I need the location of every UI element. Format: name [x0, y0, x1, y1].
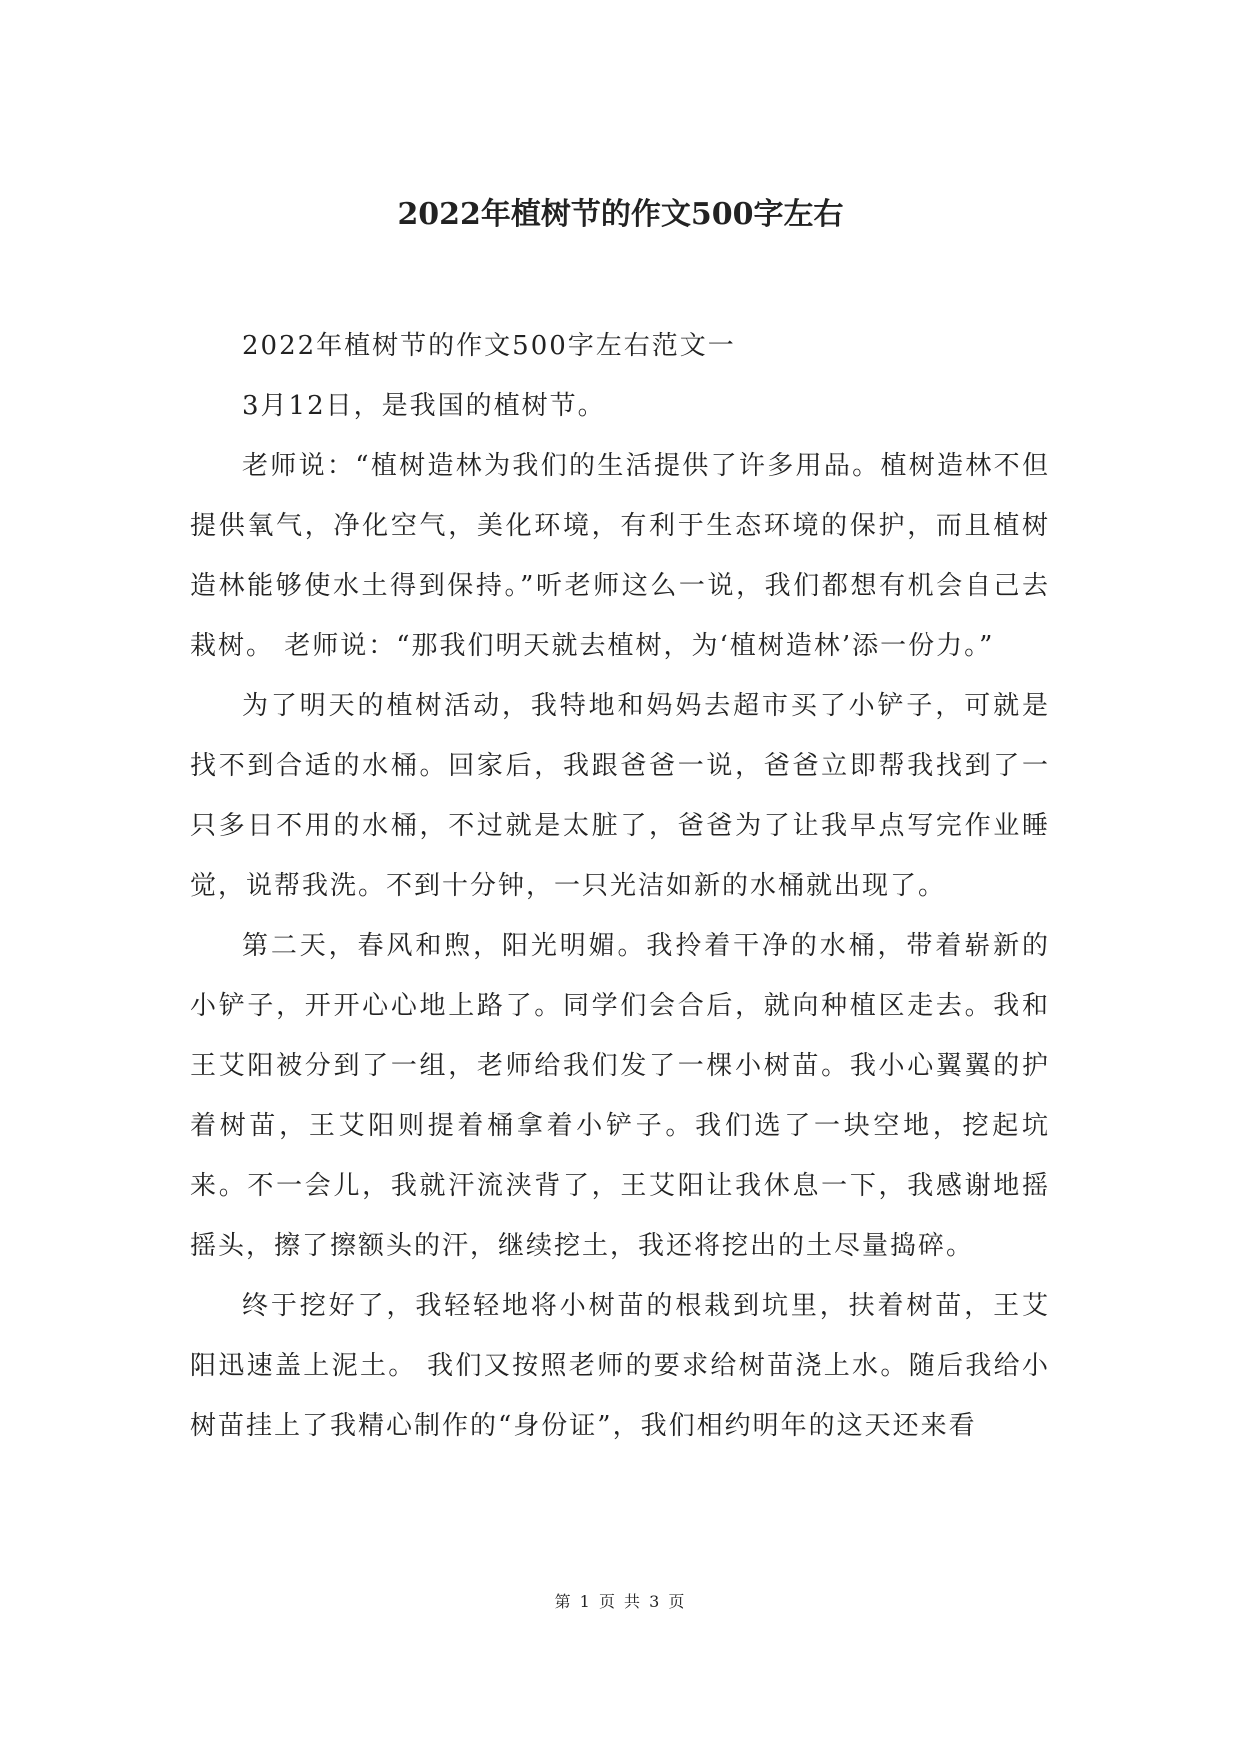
page-footer: 第 1 页 共 3 页 [554, 1592, 687, 1611]
paragraph: 老师说：“植树造林为我们的生活提供了许多用品。植树造林不但提供氧气，净化空气，美化环境，有利于生态环境的保护，而且植树造林能够使水土得到保持。”听老师这么一说，我们都想有机会自己去栽树。 老师说：“那我们明天就去植树，为‘植树造林’添一份力。” [190, 451, 1050, 661]
document-body [190, 316, 1050, 1456]
paragraph: 3月12日，是我国的植树节。 [242, 391, 606, 421]
paragraph: 终于挖好了，我轻轻地将小树苗的根栽到坑里，扶着树苗，王艾阳迅速盖上泥土。 我们又按照老师的要求给树苗浇上水。随后我给小树苗挂上了我精心制作的“身份证”，我们相约明年的这天还来看 [190, 1291, 1050, 1441]
document-title: 2022年植树节的作文500字左右 [397, 197, 844, 232]
paragraph: 为了明天的植树活动，我特地和妈妈去超市买了小铲子，可就是找不到合适的水桶。回家后，我跟爸爸一说，爸爸立即帮我找到了一只多日不用的水桶，不过就是太脏了，爸爸为了让我早点写完作业睡觉，说帮我洗。不到十分钟，一只光洁如新的水桶就出现了。 [190, 691, 1050, 901]
paragraph: 第二天，春风和煦，阳光明媚。我拎着干净的水桶，带着崭新的小铲子，开开心心地上路了。同学们会合后，就向种植区走去。我和王艾阳被分到了一组，老师给我们发了一棵小树苗。我小心翼翼的护着树苗，王艾阳则提着桶拿着小铲子。我们选了一块空地，挖起坑来。不一会儿，我就汗流浃背了，王艾阳让我休息一下，我感谢地摇摇头，擦了擦额头的汗，继续挖土，我还将挖出的土尽量捣碎。 [190, 931, 1050, 1261]
paragraph-subtitle: 2022年植树节的作文500字左右范文一 [242, 331, 736, 361]
